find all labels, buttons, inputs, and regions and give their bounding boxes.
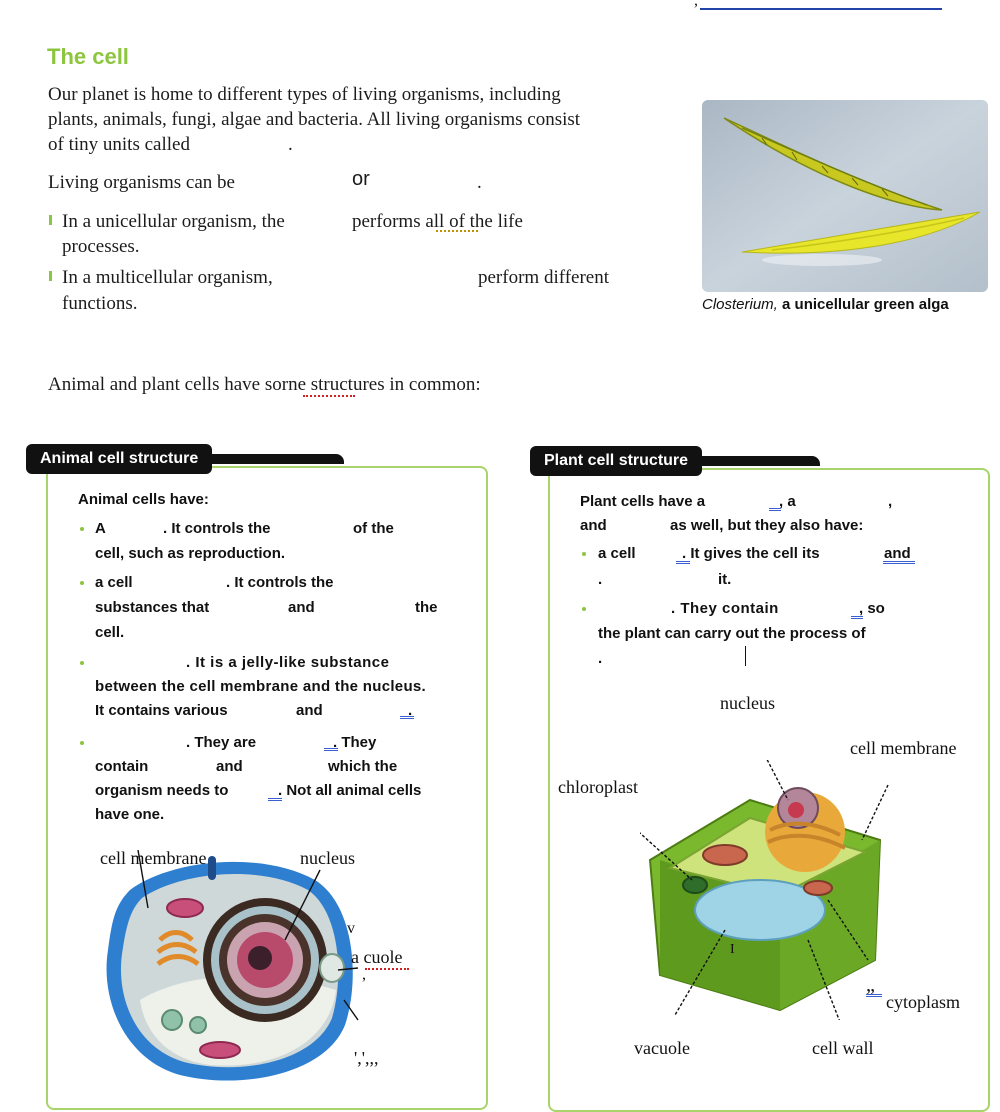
animal-label-membrane: cell membrane (100, 848, 207, 868)
plant-l2-0: and (580, 517, 607, 534)
animal-label-comma: , (362, 966, 366, 983)
animal-b2-1: . It controls the (226, 574, 334, 591)
intro-line-2: plants, animals, fungi, algae and bacteria. All living organisms consist (48, 109, 581, 130)
animal-b2-4: the (415, 599, 438, 616)
grammar-underline (851, 616, 863, 619)
animal-label-vacuole: a cuole (351, 947, 403, 967)
plant-b1-1: . It gives the cell its (682, 545, 820, 562)
bullet-2-b: perform different (478, 267, 610, 288)
bullet-dot (582, 552, 586, 556)
animal-b3-0: . It is a jelly-like substance (186, 654, 390, 671)
animal-b1-3: cell, such as reproduction. (95, 545, 286, 562)
animal-b3-2: It contains various (95, 702, 228, 719)
bullet-dot (582, 607, 586, 611)
bullet-1-a: In a unicellular organism, the (62, 211, 285, 232)
plant-l2-1: as well, but they also have: (670, 517, 864, 534)
plant-label-vacuole: vacuole (634, 1038, 690, 1058)
animal-b4-4: which the (328, 758, 398, 775)
plant-label-wall: cell wall (812, 1038, 874, 1058)
grammar-underline (883, 561, 915, 564)
caption-italic: Closterium, (702, 296, 778, 313)
top-underline (700, 0, 942, 10)
text-cursor (745, 646, 746, 666)
section-title: The cell (47, 44, 129, 69)
animal-b4-7: have one. (95, 806, 165, 823)
grammar-underline (268, 798, 282, 801)
intro-line-3: of tiny units called (48, 134, 190, 155)
animal-b3-1: between the cell membrane and the nucleus. (95, 678, 427, 695)
spelling-underline (365, 968, 409, 970)
intro-line-1: Our planet is home to different types of living organisms, including (48, 84, 561, 105)
animal-b1-0: A (95, 520, 106, 537)
common-text: Animal and plant cells have sorne structures in common: (48, 374, 481, 395)
plant-label-i: I (730, 942, 735, 957)
living-start: Living organisms can be (48, 172, 235, 193)
animal-b4-5: organism needs to (95, 782, 229, 799)
animal-b4-2: contain (95, 758, 149, 775)
grammar-underline (400, 716, 414, 719)
animal-label-dots: ',',,, (354, 1048, 379, 1068)
plant-b2-3: . (598, 650, 603, 667)
bullet-mark (49, 271, 52, 281)
closterium-photo (702, 100, 988, 292)
plant-label-nucleus: nucleus (720, 693, 775, 713)
grammar-underline (324, 748, 338, 751)
plant-label-chloroplast: chloroplast (558, 777, 638, 797)
plant-b2-1: , so (859, 600, 885, 617)
animal-b2-2: substances that (95, 599, 210, 616)
plant-l1-2: , (888, 493, 893, 510)
plant-label-cytoplasm: cytoplasm (886, 992, 960, 1012)
animal-b4-3: and (216, 758, 243, 775)
animal-b1-1: . It controls the (163, 520, 271, 537)
animal-label-nucleus: nucleus (300, 848, 355, 868)
animal-b4-6: . Not all animal cells (278, 782, 422, 799)
bullet-dot (80, 661, 84, 665)
caption-bold: a unicellular green alga (782, 296, 949, 313)
bullet-mark (49, 215, 52, 225)
plant-l1-1: , a (779, 493, 796, 510)
bullet-1-c: processes. (62, 236, 140, 257)
plant-label-quote: „ (866, 974, 875, 996)
living-end: . (477, 172, 482, 193)
grammar-underline (866, 994, 882, 997)
spelling-underline (303, 395, 355, 397)
animal-b1-2: of the (353, 520, 394, 537)
bullet-2-c: functions. (62, 293, 138, 314)
animal-label-v: v (347, 920, 355, 937)
plant-tab: Plant cell structure (530, 446, 702, 476)
grammar-underline (769, 508, 781, 511)
bullet-dot (80, 581, 84, 585)
plant-b1-2: and (884, 545, 911, 562)
plant-b2-0: . They contain (671, 600, 779, 617)
plant-cell-diagram (640, 760, 890, 1020)
animal-b4-0: . They are (186, 734, 257, 751)
living-or: or (352, 168, 370, 190)
plant-label-membrane: cell membrane (850, 738, 957, 758)
bullet-1-b: performs all of the life (352, 211, 523, 232)
animal-cell-diagram (100, 850, 360, 1090)
bullet-2-a: In a multicellular organism, (62, 267, 273, 288)
animal-intro: Animal cells have: (78, 491, 209, 508)
photo-caption (702, 296, 949, 313)
intro-line-3-end: . (288, 134, 293, 155)
animal-b3-3: and (296, 702, 323, 719)
plant-b1-4: it. (718, 571, 732, 588)
animal-b2-0: a cell (95, 574, 133, 591)
bullet-dot (80, 741, 84, 745)
top-comma: , (694, 0, 698, 9)
bullet-dot (80, 527, 84, 531)
grammar-underline (676, 561, 690, 564)
animal-tab: Animal cell structure (26, 444, 212, 474)
plant-b1-3: . (598, 571, 603, 588)
plant-b1-0: a cell (598, 545, 636, 562)
plant-l1-0: Plant cells have a (580, 493, 706, 510)
animal-b2-3: and (288, 599, 315, 616)
animal-b4-1: . They (333, 734, 377, 751)
animal-b2-5: cell. (95, 624, 125, 641)
animal-b3-4: . (408, 702, 413, 719)
spelling-underline (436, 230, 478, 232)
plant-b2-2: the plant can carry out the process of (598, 625, 866, 642)
